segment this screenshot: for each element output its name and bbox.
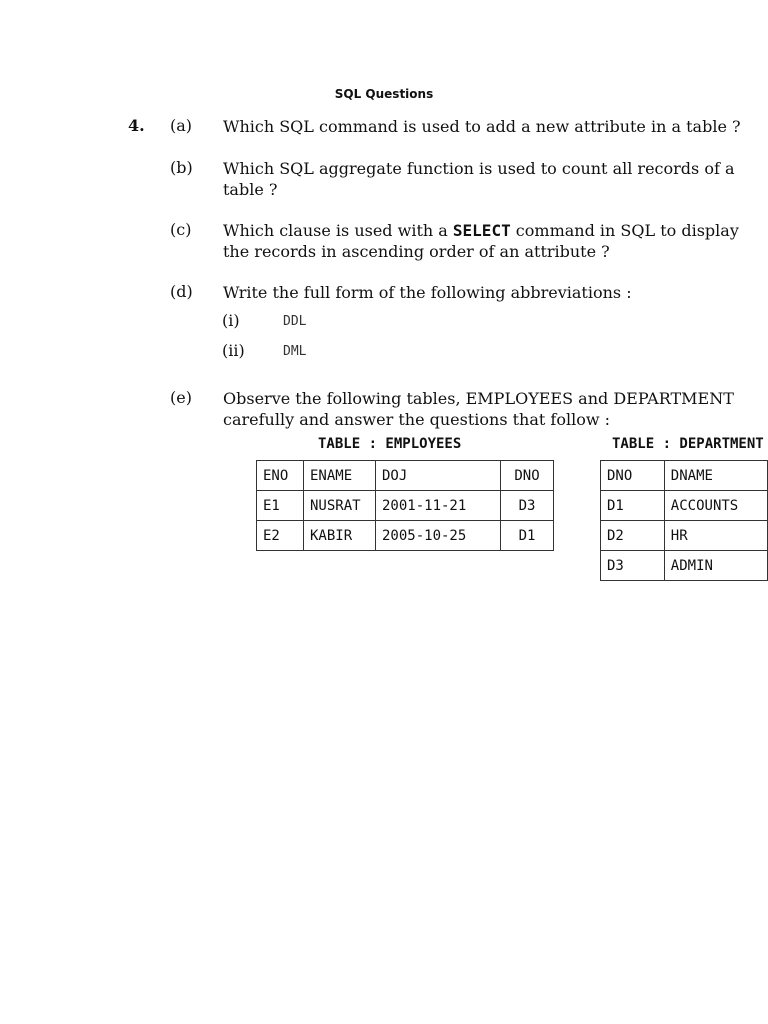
table-cell: ADMIN bbox=[664, 551, 767, 581]
employees-table bbox=[256, 460, 554, 551]
column-header: DNAME bbox=[664, 461, 767, 491]
column-header: ENO bbox=[257, 461, 304, 491]
table-cell: 2001-11-21 bbox=[376, 491, 501, 521]
part-c-pre: Which clause is used with a bbox=[223, 221, 448, 240]
part-e-label: (e) bbox=[170, 388, 192, 407]
table-header-row bbox=[601, 461, 768, 491]
part-b-line1: Which SQL aggregate function is used to count all records of a bbox=[223, 159, 735, 178]
table-cell: ACCOUNTS bbox=[664, 491, 767, 521]
departments-table bbox=[600, 460, 768, 581]
table-row bbox=[601, 551, 768, 581]
table-header-row bbox=[257, 461, 554, 491]
table-cell: D3 bbox=[501, 491, 554, 521]
table-cell: NUSRAT bbox=[304, 491, 376, 521]
departments-table-viewport bbox=[600, 460, 768, 590]
part-e-line2: carefully and answer the questions that follow : bbox=[223, 410, 611, 429]
part-c-post: command in SQL to display bbox=[515, 221, 739, 240]
column-header: DNO bbox=[601, 461, 665, 491]
table-row bbox=[601, 491, 768, 521]
table-row bbox=[257, 491, 554, 521]
table-cell: E1 bbox=[257, 491, 304, 521]
question-number: 4. bbox=[128, 116, 145, 135]
part-a-text: Which SQL command is used to add a new attribute in a table ? bbox=[223, 117, 741, 136]
table-cell: D1 bbox=[601, 491, 665, 521]
part-d-item-value: DML bbox=[283, 344, 307, 359]
part-a-label: (a) bbox=[170, 116, 193, 135]
table-cell: D1 bbox=[501, 521, 554, 551]
part-d-item-value: DDL bbox=[283, 314, 307, 329]
part-d-item-label: (i) bbox=[222, 311, 240, 330]
part-c-line1 bbox=[223, 220, 739, 241]
part-d-text: Write the full form of the following abbreviations : bbox=[223, 283, 632, 302]
column-header: DOJ bbox=[376, 461, 501, 491]
table-row bbox=[601, 521, 768, 551]
table-cell: E2 bbox=[257, 521, 304, 551]
part-b-label: (b) bbox=[170, 158, 193, 177]
table-cell: D3 bbox=[601, 551, 665, 581]
column-header: ENAME bbox=[304, 461, 376, 491]
table-cell: D2 bbox=[601, 521, 665, 551]
table-cell: KABIR bbox=[304, 521, 376, 551]
departments-caption: TABLE : DEPARTMENT bbox=[612, 436, 764, 452]
page-title: SQL Questions bbox=[334, 87, 434, 101]
table-row bbox=[257, 521, 554, 551]
part-b-line2: table ? bbox=[223, 180, 278, 199]
column-header: DNO bbox=[501, 461, 554, 491]
part-d-item-label: (ii) bbox=[222, 341, 245, 360]
part-c-label: (c) bbox=[170, 220, 192, 239]
part-c-line2: the records in ascending order of an attribute ? bbox=[223, 242, 610, 261]
part-e-line1: Observe the following tables, EMPLOYEES and DEPARTMENT bbox=[223, 389, 734, 408]
part-d-label: (d) bbox=[170, 282, 193, 301]
table-cell: HR bbox=[664, 521, 767, 551]
table-cell: 2005-10-25 bbox=[376, 521, 501, 551]
employees-caption: TABLE : EMPLOYEES bbox=[318, 436, 462, 452]
select-keyword: SELECT bbox=[452, 221, 511, 240]
